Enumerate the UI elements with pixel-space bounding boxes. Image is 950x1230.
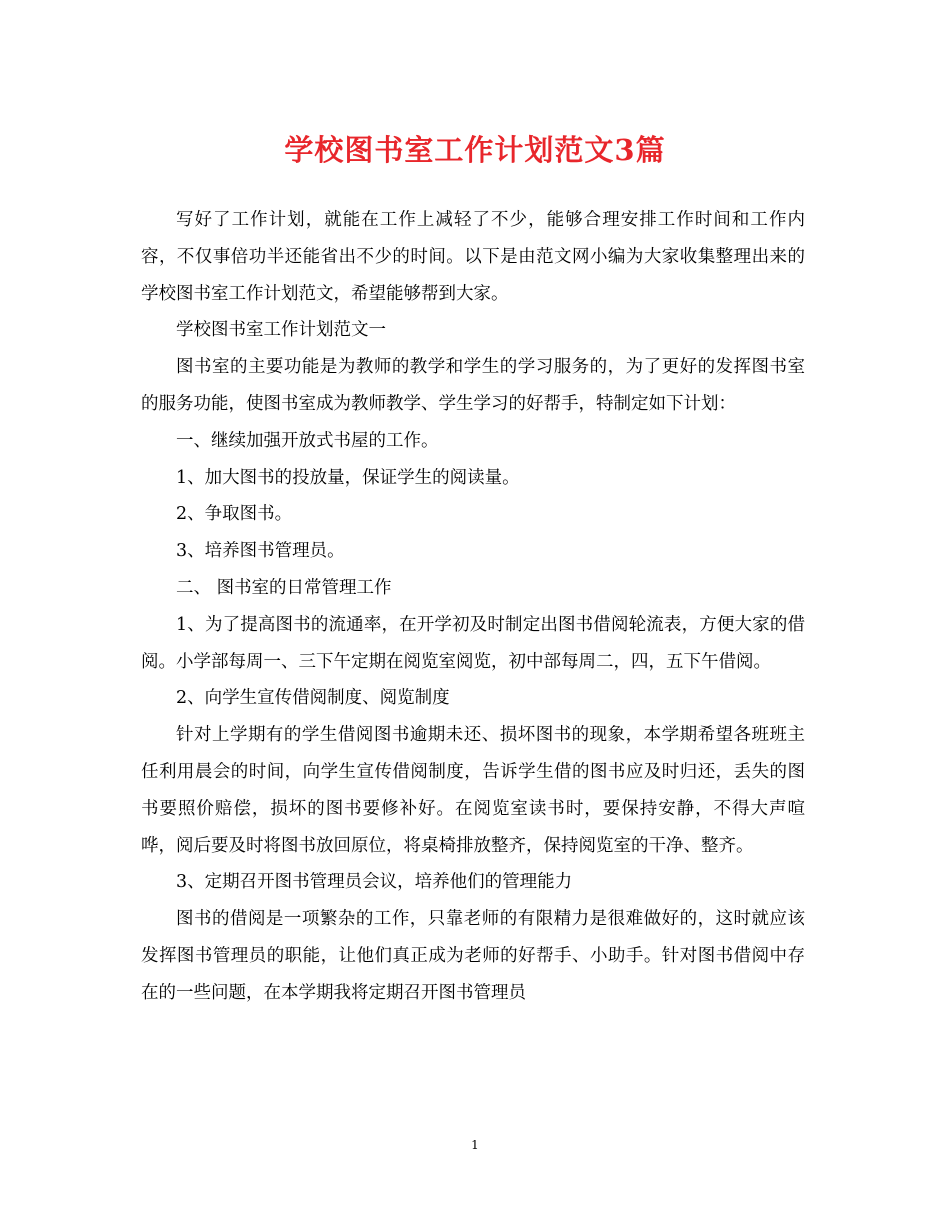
document-body (141, 202, 805, 1012)
list-item-train-librarians: 3、培养图书管理员。 (176, 541, 345, 562)
subheading-borrowing-rules: 2、向学生宣传借阅制度、阅览制度 (176, 688, 450, 709)
paragraph-circulation-schedule: 1、为了提高图书的流通率，在开学初及时制定出图书借阅轮流表，方便大家的借阅。小学部每周一、三下午定期在阅览室阅览，初中部每周二，四，五下午借阅。 (141, 614, 805, 672)
section-heading-open-bookhouse: 一、继续加强开放式书屋的工作。 (176, 430, 439, 451)
paragraph-borrowing-rules: 针对上学期有的学生借阅图书逾期未还、损坏图书的现象，本学期希望各班班主任利用晨会的时间，向学生宣传借阅制度，告诉学生借的图书应及时归还，丢失的图书要照价赔偿，损坏的图书要修补好。在阅览室读书时，要保持安静，不得大声喧哗，阅后要及时将图书放回原位，将桌椅排放整齐，保持阅览室的干净、整齐。 (141, 725, 805, 856)
document-title: 学校图书室工作计划范文3篇 (284, 133, 666, 167)
section-heading-daily-management: 二、 图书室的日常管理工作 (176, 577, 392, 598)
paragraph-librarian-meetings: 图书的借阅是一项繁杂的工作，只靠老师的有限精力是很难做好的，这时就应该发挥图书管理员的职能，让他们真正成为老师的好帮手、小助手。针对图书借阅中存在的一些问题，在本学期我将定期召开图书管理员 (141, 909, 805, 1003)
subheading-librarian-meetings: 3、定期召开图书管理员会议，培养他们的管理能力 (176, 872, 573, 893)
paragraph-purpose: 图书室的主要功能是为教师的教学和学生的学习服务的，为了更好的发挥图书室的服务功能，使图书室成为教师教学、学生学习的好帮手，特制定如下计划： (141, 357, 805, 414)
paragraph-intro: 写好了工作计划，就能在工作上减轻了不少，能够合理安排工作时间和工作内容，不仅事倍功半还能省出不少的时间。以下是由范文网小编为大家收集整理出来的学校图书室工作计划范文，希望能够帮到大家。 (141, 210, 805, 304)
list-item-acquire-books: 2、争取图书。 (176, 504, 293, 525)
page-number: 1 (471, 1138, 479, 1152)
list-item-increase-books: 1、加大图书的投放量，保证学生的阅读量。 (176, 467, 520, 488)
section-heading-plan-one: 学校图书室工作计划范文一 (176, 320, 386, 341)
